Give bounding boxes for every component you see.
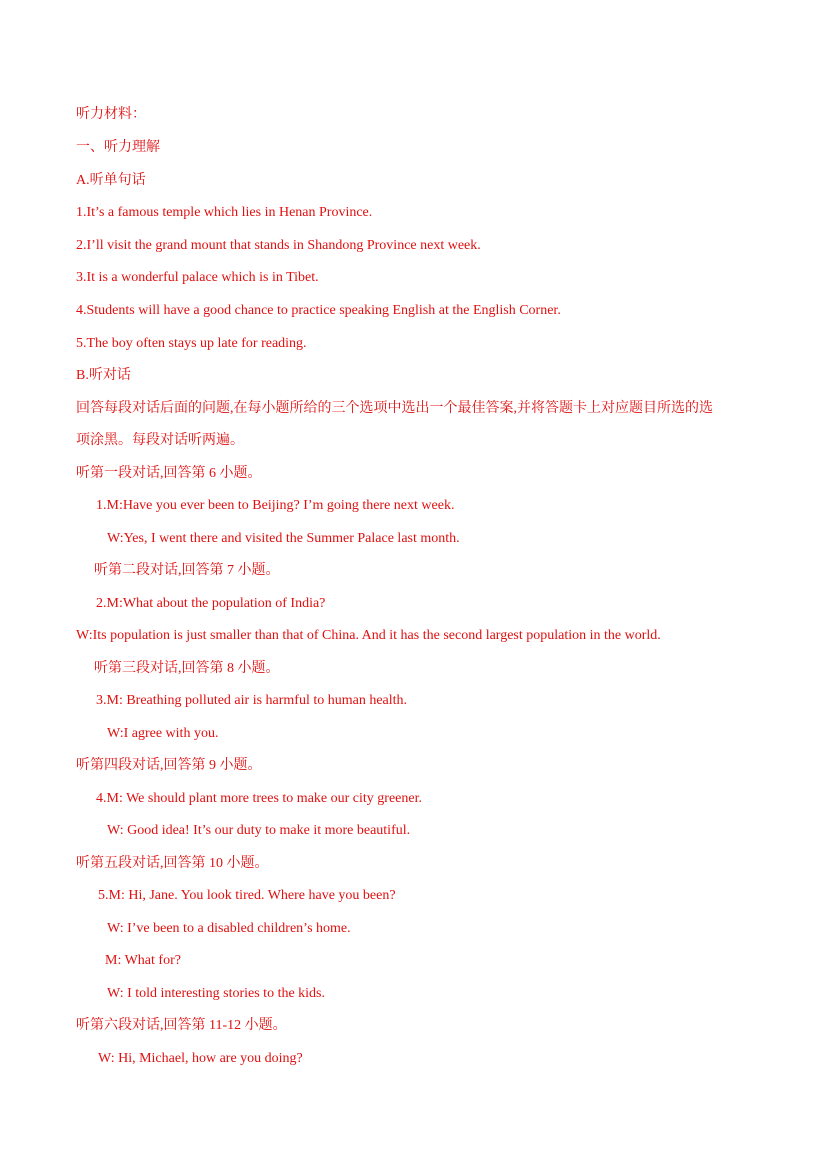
dialog-line: W:Yes, I went there and visited the Summer Palace last month. (107, 531, 460, 546)
dialog-line: W: I told interesting stories to the kids. (107, 986, 326, 1001)
part-a-heading: A.听单句话 (76, 173, 146, 188)
dialog-line: 5.M: Hi, Jane. You look tired. Where have you been? (98, 888, 396, 903)
dialog-line: W: Good idea! It’s our duty to make it more beautiful. (107, 823, 411, 838)
instruction-text: 项涂黑。每段对话听两遍。 (76, 433, 244, 448)
dialog-heading: 听第四段对话,回答第 9 小题。 (76, 758, 262, 773)
dialog-line: 2.M:What about the population of India? (96, 596, 326, 611)
dialog-heading: 听第六段对话,回答第 11-12 小题。 (76, 1018, 287, 1033)
dialog-line: 3.M: Breathing polluted air is harmful to human health. (96, 693, 408, 708)
dialog-line: W:I agree with you. (107, 726, 219, 741)
dialog-heading: 听第一段对话,回答第 6 小题。 (76, 466, 262, 481)
part-b-heading: B.听对话 (76, 368, 131, 383)
section-heading: 一、听力理解 (76, 140, 160, 155)
dialog-line: W:Its population is just smaller than that of China. And it has the second largest population in the world. (76, 628, 661, 643)
sentence-item: 5.The boy often stays up late for reading. (76, 336, 307, 351)
doc-title: 听力材料： (76, 107, 146, 122)
dialog-line: W: Hi, Michael, how are you doing? (98, 1051, 303, 1066)
dialog-heading: 听第二段对话,回答第 7 小题。 (94, 563, 280, 578)
dialog-heading: 听第五段对话,回答第 10 小题。 (76, 856, 269, 871)
dialog-line: 1.M:Have you ever been to Beijing? I’m going there next week. (96, 498, 455, 513)
sentence-item: 3.It is a wonderful palace which is in Tibet. (76, 270, 319, 285)
sentence-item: 1.It’s a famous temple which lies in Henan Province. (76, 205, 373, 220)
dialog-line: M: What for? (105, 953, 181, 968)
sentence-item: 4.Students will have a good chance to practice speaking English at the English Corner. (76, 303, 561, 318)
sentence-item: 2.I’ll visit the grand mount that stands in Shandong Province next week. (76, 238, 481, 253)
dialog-line: 4.M: We should plant more trees to make our city greener. (96, 791, 422, 806)
dialog-line: W: I’ve been to a disabled children’s home. (107, 921, 351, 936)
dialog-heading: 听第三段对话,回答第 8 小题。 (94, 661, 280, 676)
instruction-text: 回答每段对话后面的问题,在每小题所给的三个选项中选出一个最佳答案,并将答题卡上对应题目所选的选 (76, 401, 713, 416)
